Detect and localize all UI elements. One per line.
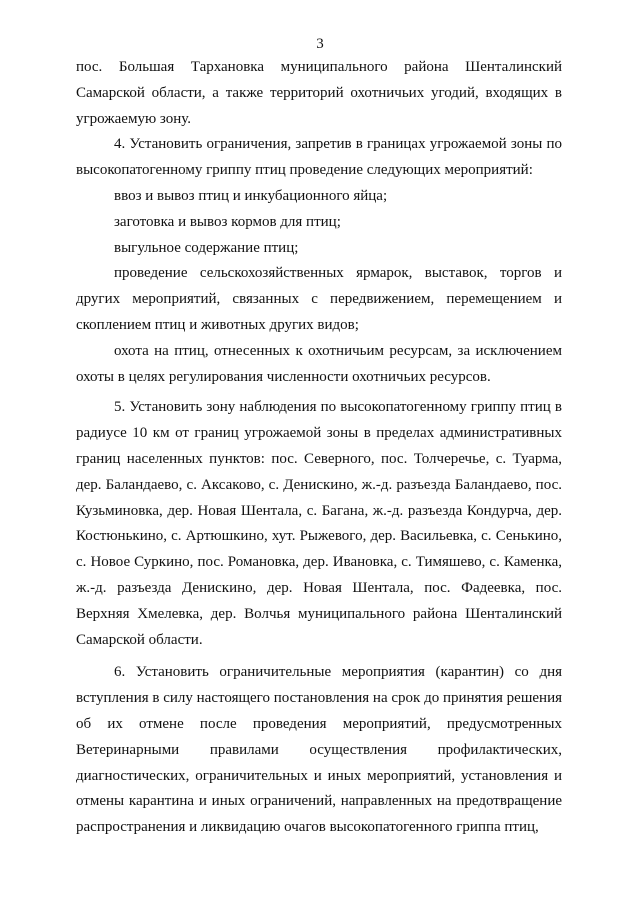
paragraph-item-5: 5. Установить зону наблюдения по высокопатогенному гриппу птиц в радиусе 10 км от границ угрожаемой зоны в пределах административных границ населенных пунктов: пос. Северного, пос. Толчеречье, с. Туарма, дер. Баландаево, с. Аксаково, с. Денискино, ж.-д. разъезда Баландаево, пос. Кузьминовка, дер. Новая Шентала, с. Багана, ж.-д. разъезда Кондурча, дер. Костюнькино, с. Артюшкино, хут. Рыжевого, дер. Васильевка, с. Сенькино, с. Новое Суркино, пос. Романовка, дер. Ивановка, с. Тимяшево, с. Каменка, ж.-д. разъезда Денискино, дер. Новая Шентала, пос. Фадеевка, пос. Верхняя Хмелевка, дер. Волчья муниципального района Шенталинский Самарской области. xyxy=(76,399,562,648)
restriction-item-hunting: охота на птиц, отнесенных к охотничьим ресурсам, за исключением охоты в целях регулирования численности охотничьих ресурсов. xyxy=(76,342,562,385)
document-body xyxy=(76,55,562,841)
page-number: 3 xyxy=(316,36,324,52)
paragraph-continuation: пос. Большая Тархановка муниципального района Шенталинский Самарской области, а также территорий охотничьих угодий, входящих в угрожаемую зону. xyxy=(76,59,562,127)
restriction-item-free-range: выгульное содержание птиц; xyxy=(114,239,299,256)
paragraph-item-4: 4. Установить ограничения, запретив в границах угрожаемой зоны по высокопатогенному гриппу птиц проведение следующих мероприятий: xyxy=(76,136,562,179)
paragraph-item-6: 6. Установить ограничительные мероприятия (карантин) со дня вступления в силу настоящего постановления на срок до принятия решения об их отмене после проведения мероприятий, предусмотренных Ветеринарными правилами осуществления профилактических, диагностических, ограничительных и иных мероприятий, установления и отмены карантина и иных ограничений, направленных на предотвращение распространения и ликвидацию очагов высокопатогенного гриппа птиц, xyxy=(76,664,562,836)
restriction-item-import-export: ввоз и вывоз птиц и инкубационного яйца; xyxy=(114,187,388,204)
restriction-item-feed: заготовка и вывоз кормов для птиц; xyxy=(114,213,341,230)
restriction-item-fairs: проведение сельскохозяйственных ярмарок, выставок, торгов и других мероприятий, связанных с передвижением, перемещением и скоплением птиц и животных других видов; xyxy=(76,265,562,333)
